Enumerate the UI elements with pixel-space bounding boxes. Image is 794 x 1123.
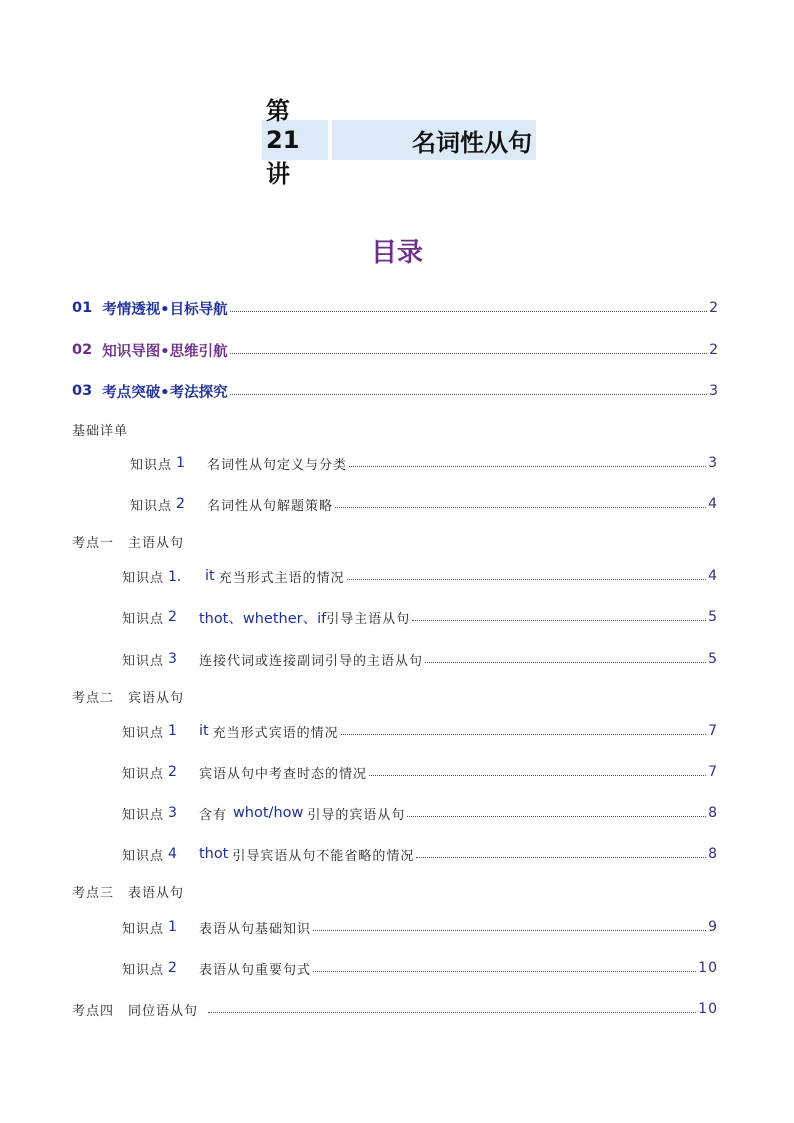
- toc-entry-label: 考点四 同位语从句: [72, 1003, 199, 1019]
- toc-entry-label: 充当形式主语的情况: [218, 570, 345, 586]
- kp-number: 1: [168, 723, 177, 739]
- toc-entry-page: 8: [708, 846, 718, 862]
- toc-entry-keyword: whot/how: [232, 805, 304, 821]
- toc-entry-s2-2[interactable]: [122, 761, 718, 783]
- toc-entry-s3-1[interactable]: [122, 916, 718, 938]
- toc-entry-label: 表语从句重要句式: [198, 962, 311, 978]
- kp-label: 知识点: [122, 725, 165, 741]
- toc-entry-s3-2[interactable]: [122, 957, 718, 979]
- toc-entry-number: 01: [72, 300, 93, 316]
- toc-entry-page: 10: [698, 1001, 718, 1017]
- lecture-title: [262, 97, 536, 188]
- toc-section-3: 考点三 表语从句: [72, 886, 185, 901]
- dot-leader: [341, 734, 706, 735]
- dot-leader: [416, 857, 706, 858]
- kp-number: 4: [168, 846, 177, 862]
- toc-entry-keyword: thot: [198, 846, 229, 862]
- toc-entry-s1-2[interactable]: [122, 606, 718, 628]
- kp-label: 知识点: [122, 653, 165, 669]
- dot-leader: [369, 775, 706, 776]
- toc-entry-s2-1[interactable]: [122, 720, 718, 742]
- lecture-topic: 名词性从句: [332, 120, 536, 160]
- kp-label: 知识点: [122, 611, 165, 627]
- toc-entry-label: 宾语从句中考查时态的情况: [198, 766, 367, 782]
- lecture-number: 第 21 讲: [262, 120, 328, 160]
- kp-label: 知识点: [122, 921, 165, 937]
- toc-entry-page: 9: [708, 919, 718, 935]
- toc-entry-s1-1[interactable]: [122, 565, 718, 587]
- toc-entry-s1-3[interactable]: [122, 648, 718, 670]
- toc-entry-label: 引导宾语从句不能省略的情况: [232, 848, 415, 864]
- toc-entry-page: 7: [708, 723, 718, 739]
- toc-entry-page: 4: [708, 496, 718, 512]
- dot-leader: [347, 579, 706, 580]
- kp-label: 知识点: [122, 962, 165, 978]
- kp-number: 1．: [168, 569, 191, 585]
- dot-leader: [407, 816, 706, 817]
- toc-entry-page: 5: [708, 609, 718, 625]
- toc-entry-s4[interactable]: [72, 998, 718, 1020]
- kp-label: 知识点: [130, 498, 173, 514]
- toc-entry-base-1[interactable]: [130, 452, 718, 474]
- dot-leader: [230, 353, 708, 354]
- toc-entry-page: 3: [709, 383, 718, 399]
- toc-entry-01[interactable]: [72, 297, 718, 319]
- toc-entry-label: 充当形式宾语的情况: [212, 725, 339, 741]
- dot-leader: [230, 311, 708, 312]
- toc-entry-page: 7: [708, 764, 718, 780]
- toc-entry-label: 名词性从句解题策略: [206, 498, 333, 514]
- kp-number: 2: [168, 764, 177, 780]
- toc-entry-label: 考情透视•目标导航: [102, 301, 228, 318]
- kp-number: 1: [168, 919, 177, 935]
- toc-entry-02[interactable]: [72, 339, 718, 361]
- dot-leader: [349, 466, 706, 467]
- kp-number: 1: [176, 455, 185, 471]
- toc-entry-keyword: it: [204, 568, 215, 584]
- toc-heading: 目录: [370, 238, 423, 268]
- kp-label: 知识点: [122, 570, 165, 586]
- toc-entry-03[interactable]: [72, 380, 718, 402]
- toc-entry-page: 2: [709, 342, 718, 358]
- toc-entry-page: 4: [708, 568, 718, 584]
- toc-entry-s2-4[interactable]: [122, 843, 718, 865]
- toc-entry-page: 3: [708, 455, 718, 471]
- toc-entry-prefix: 含有: [198, 807, 227, 823]
- toc-entry-label: 引导的宾语从句: [307, 807, 406, 823]
- dot-leader: [208, 1012, 696, 1013]
- toc-section-1: 考点一 主语从句: [72, 536, 185, 551]
- dot-leader: [412, 620, 706, 621]
- toc-entry-s2-3[interactable]: [122, 802, 718, 824]
- dot-leader: [313, 971, 696, 972]
- dot-leader: [425, 662, 706, 663]
- kp-label: 知识点: [130, 457, 173, 473]
- dot-leader: [335, 507, 706, 508]
- toc-entry-number: 03: [72, 383, 93, 399]
- kp-label: 知识点: [122, 848, 165, 864]
- dot-leader: [313, 930, 706, 931]
- toc-entry-label: 连接代词或连接副词引导的主语从句: [198, 653, 423, 669]
- toc-entry-label: 表语从句基础知识: [198, 921, 311, 937]
- toc-entry-number: 02: [72, 342, 93, 358]
- toc-entry-keyword: it: [198, 723, 209, 739]
- toc-entry-label: 考点突破•考法探究: [102, 384, 228, 401]
- kp-number: 3: [168, 805, 177, 821]
- toc-section-base: 基础详单: [72, 424, 129, 439]
- kp-label: 知识点: [122, 807, 165, 823]
- kp-number: 3: [168, 651, 177, 667]
- toc-section-2: 考点二 宾语从句: [72, 691, 185, 706]
- toc-entry-label: 名词性从句定义与分类: [206, 457, 347, 473]
- dot-leader: [230, 394, 708, 395]
- toc-entry-page: 10: [698, 960, 718, 976]
- toc-entry-page: 8: [708, 805, 718, 821]
- kp-number: 2: [176, 496, 185, 512]
- toc-entry-label: 知识导图•思维引航: [102, 343, 228, 360]
- toc-entry-page: 5: [708, 651, 718, 667]
- kp-label: 知识点: [122, 766, 165, 782]
- toc-entry-keyword: thot、whether、if: [198, 610, 327, 627]
- toc-entry-page: 2: [709, 300, 718, 316]
- toc-entry-base-2[interactable]: [130, 493, 718, 515]
- toc-entry-label: 引导主语从句: [326, 611, 411, 627]
- kp-number: 2: [168, 609, 177, 625]
- kp-number: 2: [168, 960, 177, 976]
